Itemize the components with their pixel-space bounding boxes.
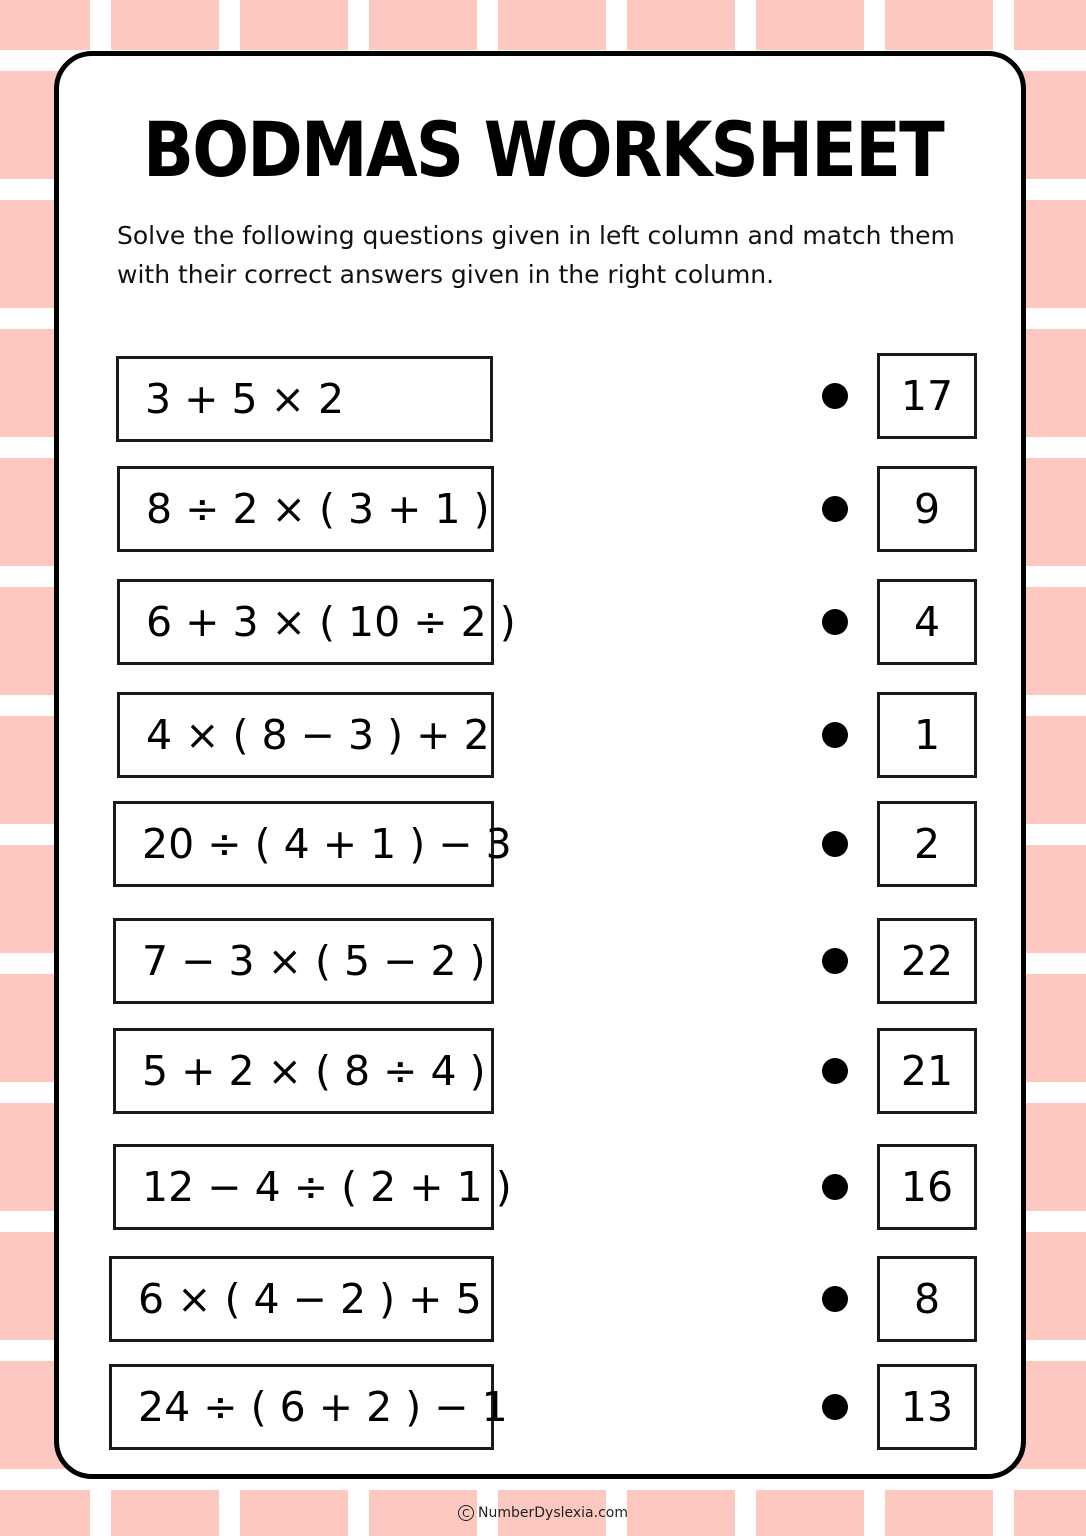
footer-credit xyxy=(0,1505,1086,1521)
match-dot-icon[interactable] xyxy=(822,1174,848,1200)
question-box xyxy=(113,801,512,887)
match-dot-icon[interactable] xyxy=(822,1058,848,1084)
footer-site-link[interactable]: NumberDyslexia.com xyxy=(478,1505,628,1521)
match-dot-icon[interactable] xyxy=(822,496,848,522)
answer-box xyxy=(877,692,977,778)
answer-box xyxy=(877,579,977,665)
question-box xyxy=(113,1144,512,1230)
question-expression: 4 × ( 8 − 3 ) + 2 xyxy=(146,711,490,759)
match-dot-icon[interactable] xyxy=(822,609,848,635)
question-box xyxy=(109,1256,494,1342)
page-title: BODMAS WORKSHEET xyxy=(142,105,944,194)
answer-value: 8 xyxy=(913,1275,941,1323)
answer-value: 16 xyxy=(900,1163,954,1211)
answer-value: 9 xyxy=(913,485,941,533)
question-expression: 7 − 3 × ( 5 − 2 ) xyxy=(142,937,486,985)
question-box xyxy=(117,579,516,665)
match-dot-icon[interactable] xyxy=(822,831,848,857)
answer-box xyxy=(877,801,977,887)
answer-value: 4 xyxy=(913,598,941,646)
question-expression: 8 ÷ 2 × ( 3 + 1 ) xyxy=(146,485,490,533)
question-expression: 6 + 3 × ( 10 ÷ 2 ) xyxy=(146,598,516,646)
answer-value: 1 xyxy=(913,711,941,759)
question-box xyxy=(109,1364,508,1450)
question-box xyxy=(113,918,494,1004)
answer-box xyxy=(877,466,977,552)
answer-value: 2 xyxy=(913,820,941,868)
answer-value: 13 xyxy=(900,1383,954,1431)
answer-box xyxy=(877,1144,977,1230)
question-box xyxy=(117,466,494,552)
copyright-icon: C xyxy=(458,1505,474,1521)
question-expression: 3 + 5 × 2 xyxy=(145,375,345,423)
answer-value: 17 xyxy=(900,372,954,420)
question-expression: 6 × ( 4 − 2 ) + 5 xyxy=(138,1275,482,1323)
match-dot-icon[interactable] xyxy=(822,1286,848,1312)
question-expression: 12 − 4 ÷ ( 2 + 1 ) xyxy=(142,1163,512,1211)
instructions-text: Solve the following questions given in left column and match them with their correct answers given in the right column. xyxy=(117,221,955,289)
match-dot-icon[interactable] xyxy=(822,383,848,409)
answer-box xyxy=(877,1256,977,1342)
answer-value: 21 xyxy=(900,1047,954,1095)
match-dot-icon[interactable] xyxy=(822,1394,848,1420)
question-box xyxy=(117,692,494,778)
question-box xyxy=(113,1028,494,1114)
match-dot-icon[interactable] xyxy=(822,722,848,748)
question-box xyxy=(116,356,493,442)
match-dot-icon[interactable] xyxy=(822,948,848,974)
answer-box xyxy=(877,1028,977,1114)
question-expression: 20 ÷ ( 4 + 1 ) − 3 xyxy=(142,820,512,868)
answer-box xyxy=(877,1364,977,1450)
question-expression: 5 + 2 × ( 8 ÷ 4 ) xyxy=(142,1047,486,1095)
question-expression: 24 ÷ ( 6 + 2 ) − 1 xyxy=(138,1383,508,1431)
answer-value: 22 xyxy=(900,937,954,985)
answer-box xyxy=(877,918,977,1004)
answer-box xyxy=(877,353,977,439)
